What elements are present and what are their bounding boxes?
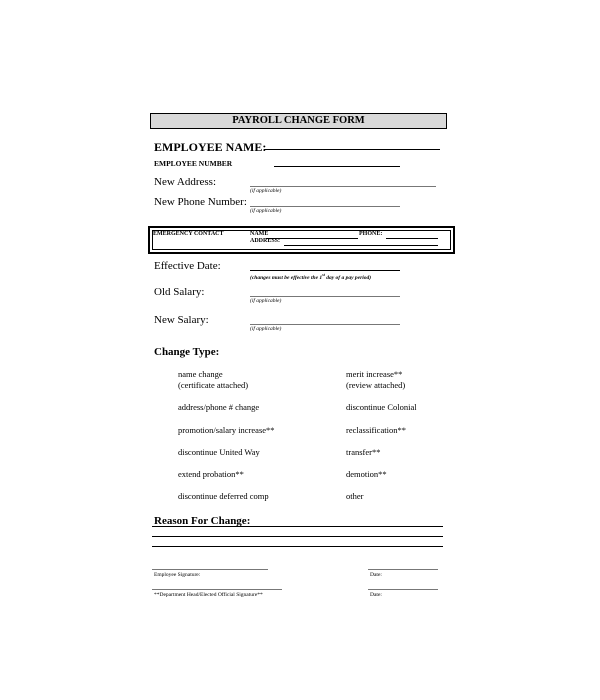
change-type-transfer[interactable]: transfer**: [346, 447, 381, 457]
change-type-address-phone[interactable]: address/phone # change: [178, 402, 260, 412]
employee-signature-field[interactable]: [152, 569, 268, 570]
change-type-discontinue-colonial[interactable]: discontinue Colonial: [346, 402, 417, 412]
old-salary-label: Old Salary:: [154, 286, 205, 298]
reason-for-change-label: Reason For Change:: [154, 515, 251, 527]
change-type-name-change-note: (certificate attached): [178, 380, 249, 390]
new-phone-field[interactable]: [250, 206, 400, 207]
change-type-label: Change Type:: [154, 346, 220, 358]
employee-number-label: EMPLOYEE NUMBER: [154, 159, 233, 168]
change-type-demotion[interactable]: demotion**: [346, 469, 387, 479]
dept-head-signature-label: **Department Head/Elected Official Signature**: [154, 592, 263, 598]
dept-head-signature-field[interactable]: [152, 589, 282, 590]
dept-head-signature-date-label: Date:: [370, 592, 382, 598]
employee-signature-date-label: Date:: [370, 572, 382, 578]
new-address-field[interactable]: [250, 186, 436, 187]
change-type-discontinue-united-way[interactable]: discontinue United Way: [178, 447, 260, 457]
old-salary-field[interactable]: [250, 296, 400, 297]
reason-line-2[interactable]: [152, 536, 443, 537]
emergency-phone-label: PHONE:: [359, 231, 383, 237]
form-title: PAYROLL CHANGE FORM: [150, 113, 447, 129]
old-salary-hint: (if applicable): [250, 298, 282, 304]
employee-signature-label: Employee Signature:: [154, 572, 201, 578]
new-phone-label: New Phone Number:: [154, 196, 247, 208]
dept-head-signature-date-field[interactable]: [368, 589, 438, 590]
change-type-reclassification[interactable]: reclassification**: [346, 425, 406, 435]
effective-date-label: Effective Date:: [154, 260, 221, 272]
change-type-name-change[interactable]: name change: [178, 369, 223, 379]
emergency-address-field[interactable]: [284, 245, 438, 246]
change-type-extend-probation[interactable]: extend probation**: [178, 469, 244, 479]
new-address-label: New Address:: [154, 176, 217, 188]
new-phone-hint: (if applicable): [250, 208, 282, 214]
change-type-merit-increase-note: (review attached): [346, 380, 406, 390]
employee-name-field[interactable]: [264, 149, 440, 150]
change-type-discontinue-deferred-comp[interactable]: discontinue deferred comp: [178, 491, 269, 501]
new-address-hint: (if applicable): [250, 188, 282, 194]
effective-date-field[interactable]: [250, 270, 400, 271]
employee-signature-date-field[interactable]: [368, 569, 438, 570]
change-type-merit-increase[interactable]: merit increase**: [346, 369, 403, 379]
employee-number-field[interactable]: [274, 166, 400, 167]
new-salary-label: New Salary:: [154, 314, 209, 326]
change-type-promotion[interactable]: promotion/salary increase**: [178, 425, 275, 435]
employee-name-label: EMPLOYEE NAME:: [154, 140, 267, 154]
new-salary-field[interactable]: [250, 324, 400, 325]
change-type-other[interactable]: other: [346, 491, 364, 501]
emergency-phone-field[interactable]: [386, 238, 438, 239]
reason-line-3[interactable]: [152, 546, 443, 547]
emergency-contact-label: EMERGENCY CONTACT: [153, 231, 224, 237]
effective-date-note: (changes must be effective the 1st day of a pay period): [250, 272, 372, 281]
emergency-address-label: ADDRESS:: [250, 238, 281, 244]
emergency-name-label: NAME: [250, 231, 269, 237]
new-salary-hint: (if applicable): [250, 326, 282, 332]
reason-line-1[interactable]: [152, 526, 443, 527]
